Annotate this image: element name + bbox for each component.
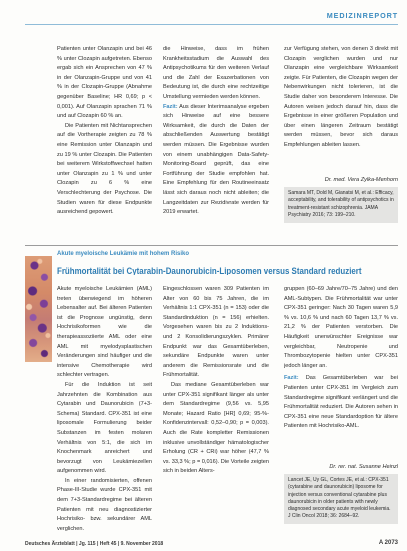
- paragraph: Patienten unter Olanzapin und bei 46 % unter Clozapin aufgetreten. Ebenso ergab sich ein Ansprechen von 47 % in der Olanzapin-Gruppe und von 41 % in der Clozapin-Gruppe (Abnahme gegenüber Baseline; HR 0,69; p < 0,001). Auf Olanzapin sprachen 71 % und auf Clozapin 60 % an.: [57, 46, 152, 120]
- leukemia-cells-photo: [25, 256, 52, 362]
- paragraph: Die Patienten mit Nichtansprechen auf die Vortherapie zeigten zu 78 % eine Remission unter Olanzapin und zu 19 % unter Clozapin. Die Patienten bei weiterem Wirkstoffwechsel hatten unter Olanzapin zu 1 % und unter Clozapin zu 6 % eine Verschlechterung der Psychose. Die Studien waren für diese Endpunkte ausreichend gepowert.: [57, 122, 152, 216]
- reference-box: Samara MT, Dold M, Gianatsi M, et al.: Efficacy, acceptability, and tolerability of antipsychotics in treatment-resistant schizophrenia. JAMA Psychiatry 2016; 73: 199–210.: [284, 187, 398, 223]
- section-label: MEDIZINREPORT: [326, 11, 398, 20]
- journal-footer: Deutsches Ärzteblatt | Jg. 115 | Heft 45 | 9. November 2018: [25, 541, 164, 547]
- article-kicker: Akute myeloische Leukämie mit hohem Risiko: [57, 251, 190, 257]
- paragraph: zur Verfügung stehen, von denen 3 direkt mit Clozapin verglichen wurden und nur Olanzapin eine vergleichbare Wirksamkeit zeigte. Für Patienten, die Clozapin wegen der Nebenwirkungen nicht tolerieren, ist die Studie daher von besonderem Interesse. Die Autoren weisen jedoch darauf hin, dass die Ergebnisse in einer größeren Population und über einen längeren Zeitraum bestätigt werden müssen, bevor sich daraus Empfehlungen ableiten lassen.: [284, 46, 398, 148]
- article-column-1: [57, 285, 152, 535]
- paragraph: die Hinweise, dass im frühen Krankheitsstadium die Auswahl des Antipsychotikums für den weiteren Verlauf und die Zahl der Exazerbationen von Bedeutung ist, die durch eine rechtzeitige Umstellung vermieden werden können.: [163, 46, 269, 100]
- top-column-2: [163, 45, 269, 242]
- article-headline: Frühmortalität bei Cytarabin-Daunorubicin-Liposomen versus Standard reduziert: [57, 266, 362, 275]
- paragraph: gruppen (60–69 Jahre/70–75 Jahre) und den AML-Subtypen. Die Frühmortalität war unter CPX-351 geringer: Nach 30 Tagen waren 5,9 % vs. 10,6 % und nach 60 Tagen 13,7 % vs. 21,2 % der Patienten verstorben. Die Häufigkeit unerwünschter Ereignisse war vergleichbar, Neutropenie und Thrombozytopenie hielten unter CPX-351 jedoch länger an.: [284, 286, 398, 369]
- fazit-text: Das Gesamtüberleben war bei Patienten unter CPX-351 im Vergleich zum Standardregime signifikant verlängert und die Frühmortalität reduziert. Die Autoren sehen in CPX-351 eine neue Standardoption für ältere Patienten mit Hochrisiko-AML.: [284, 375, 398, 430]
- paragraph: In einer randomisierten, offenen Phase-III-Studie wurde CPX-351 mit dem 7+3-Standardregime bei älteren Patienten mit neu diagnostizierter Hochrisiko- bzw. sekundärer AML verglichen.: [57, 477, 152, 532]
- fazit-text: Aus dieser Interimsanalyse ergeben sich Hinweise auf eine bessere Wirksamkeit, die durch die Daten der abschließenden Auswertung bestätigt werden müssen. Die Ergebnisse wurden von einem unabhängigen Data-Safety-Monitoring-Board geprüft, das eine Fortführung der Studie empfohlen hat. Eine Empfehlung für den Routineeinsatz lässt sich daraus noch nicht ableiten; die Langzeitdaten zur Rezidivrate werden für 2019 erwartet.: [163, 103, 269, 216]
- reference-box: Lancet JE, Uy GL, Cortes JE, et al.: CPX-351 (cytarabine and daunorubicin) liposome for injection versus conventional cytarabine plus daunorubicin in older patients with newly diagnosed secondary acute myeloid leukemia. J Clin Oncol 2018; 36: 2684–92.: [284, 474, 398, 524]
- author-line: Dr. rer. nat. Susanne Heinzl: [329, 464, 398, 470]
- page-number: A 2073: [378, 540, 398, 546]
- article-separator: [25, 245, 398, 246]
- author-line: Dr. med. Vera Zylka-Menhorn: [324, 177, 398, 183]
- paragraph: Eingeschlossen waren 309 Patienten im Alter von 60 bis 75 Jahren, die im Verhältnis 1:1 CPX-351 (n = 153) oder die Standardinduktion (n = 156) erhielten. Vorgesehen waren bis zu 2 Induktions- und 2 Konsolidierungszyklen. Primärer Endpunkt war das Gesamtüberleben, sekundäre Endpunkte waren unter anderem die Remissionsrate und die Frühmortalität.: [163, 286, 269, 379]
- fazit-label: Fazit:: [163, 103, 178, 110]
- fazit-paragraph: [163, 103, 269, 218]
- article-column-3: [284, 285, 398, 535]
- top-column-3: [284, 45, 398, 242]
- paragraph: Das mediane Gesamtüberleben war unter CPX-351 signifikant länger als unter dem Standardregime (9,56 vs. 5,95 Monate; Hazard Ratio [HR] 0,69; 95-%-Konfidenzintervall: 0,52–0,90; p = 0,003). Auch die Rate kompletter Remissionen inklusive unvollständiger hämatologischer Erholung (CR + CRi) war höher (47,7 % vs. 33,3 %; p = 0,016). Die Vorteile zeigten sich in beiden Alters-: [163, 381, 269, 475]
- fazit-paragraph: [284, 374, 398, 432]
- column-text: [284, 285, 398, 461]
- column-text: [284, 45, 398, 173]
- article-column-2: [163, 285, 269, 535]
- paragraph: Für die Induktion ist seit Jahrzehnten die Kombination aus Cytarabin und Daunorubicin (7+3-Schema) Standard. CPX-351 ist eine liposomale Formulierung beider Substanzen im festen molaren Verhältnis von 5:1, die sich im Knochenmark anreichert und bevorzugt von Leukämiezellen aufgenommen wird.: [57, 381, 152, 475]
- paragraph: Akute myeloische Leukämien (AML) treten überwiegend im höheren Lebensalter auf. Bei älteren Patienten ist die Prognose ungünstig, denn Hochrisikoformen wie die therapieassoziierte AML oder eine AML mit myelodysplastischen Veränderungen sind häufiger und die intensive Chemotherapie wird schlechter vertragen.: [57, 286, 152, 379]
- headline-container: [57, 261, 399, 275]
- header-rule: [25, 24, 398, 25]
- fazit-label: Fazit:: [284, 375, 299, 382]
- top-column-1: [57, 45, 152, 242]
